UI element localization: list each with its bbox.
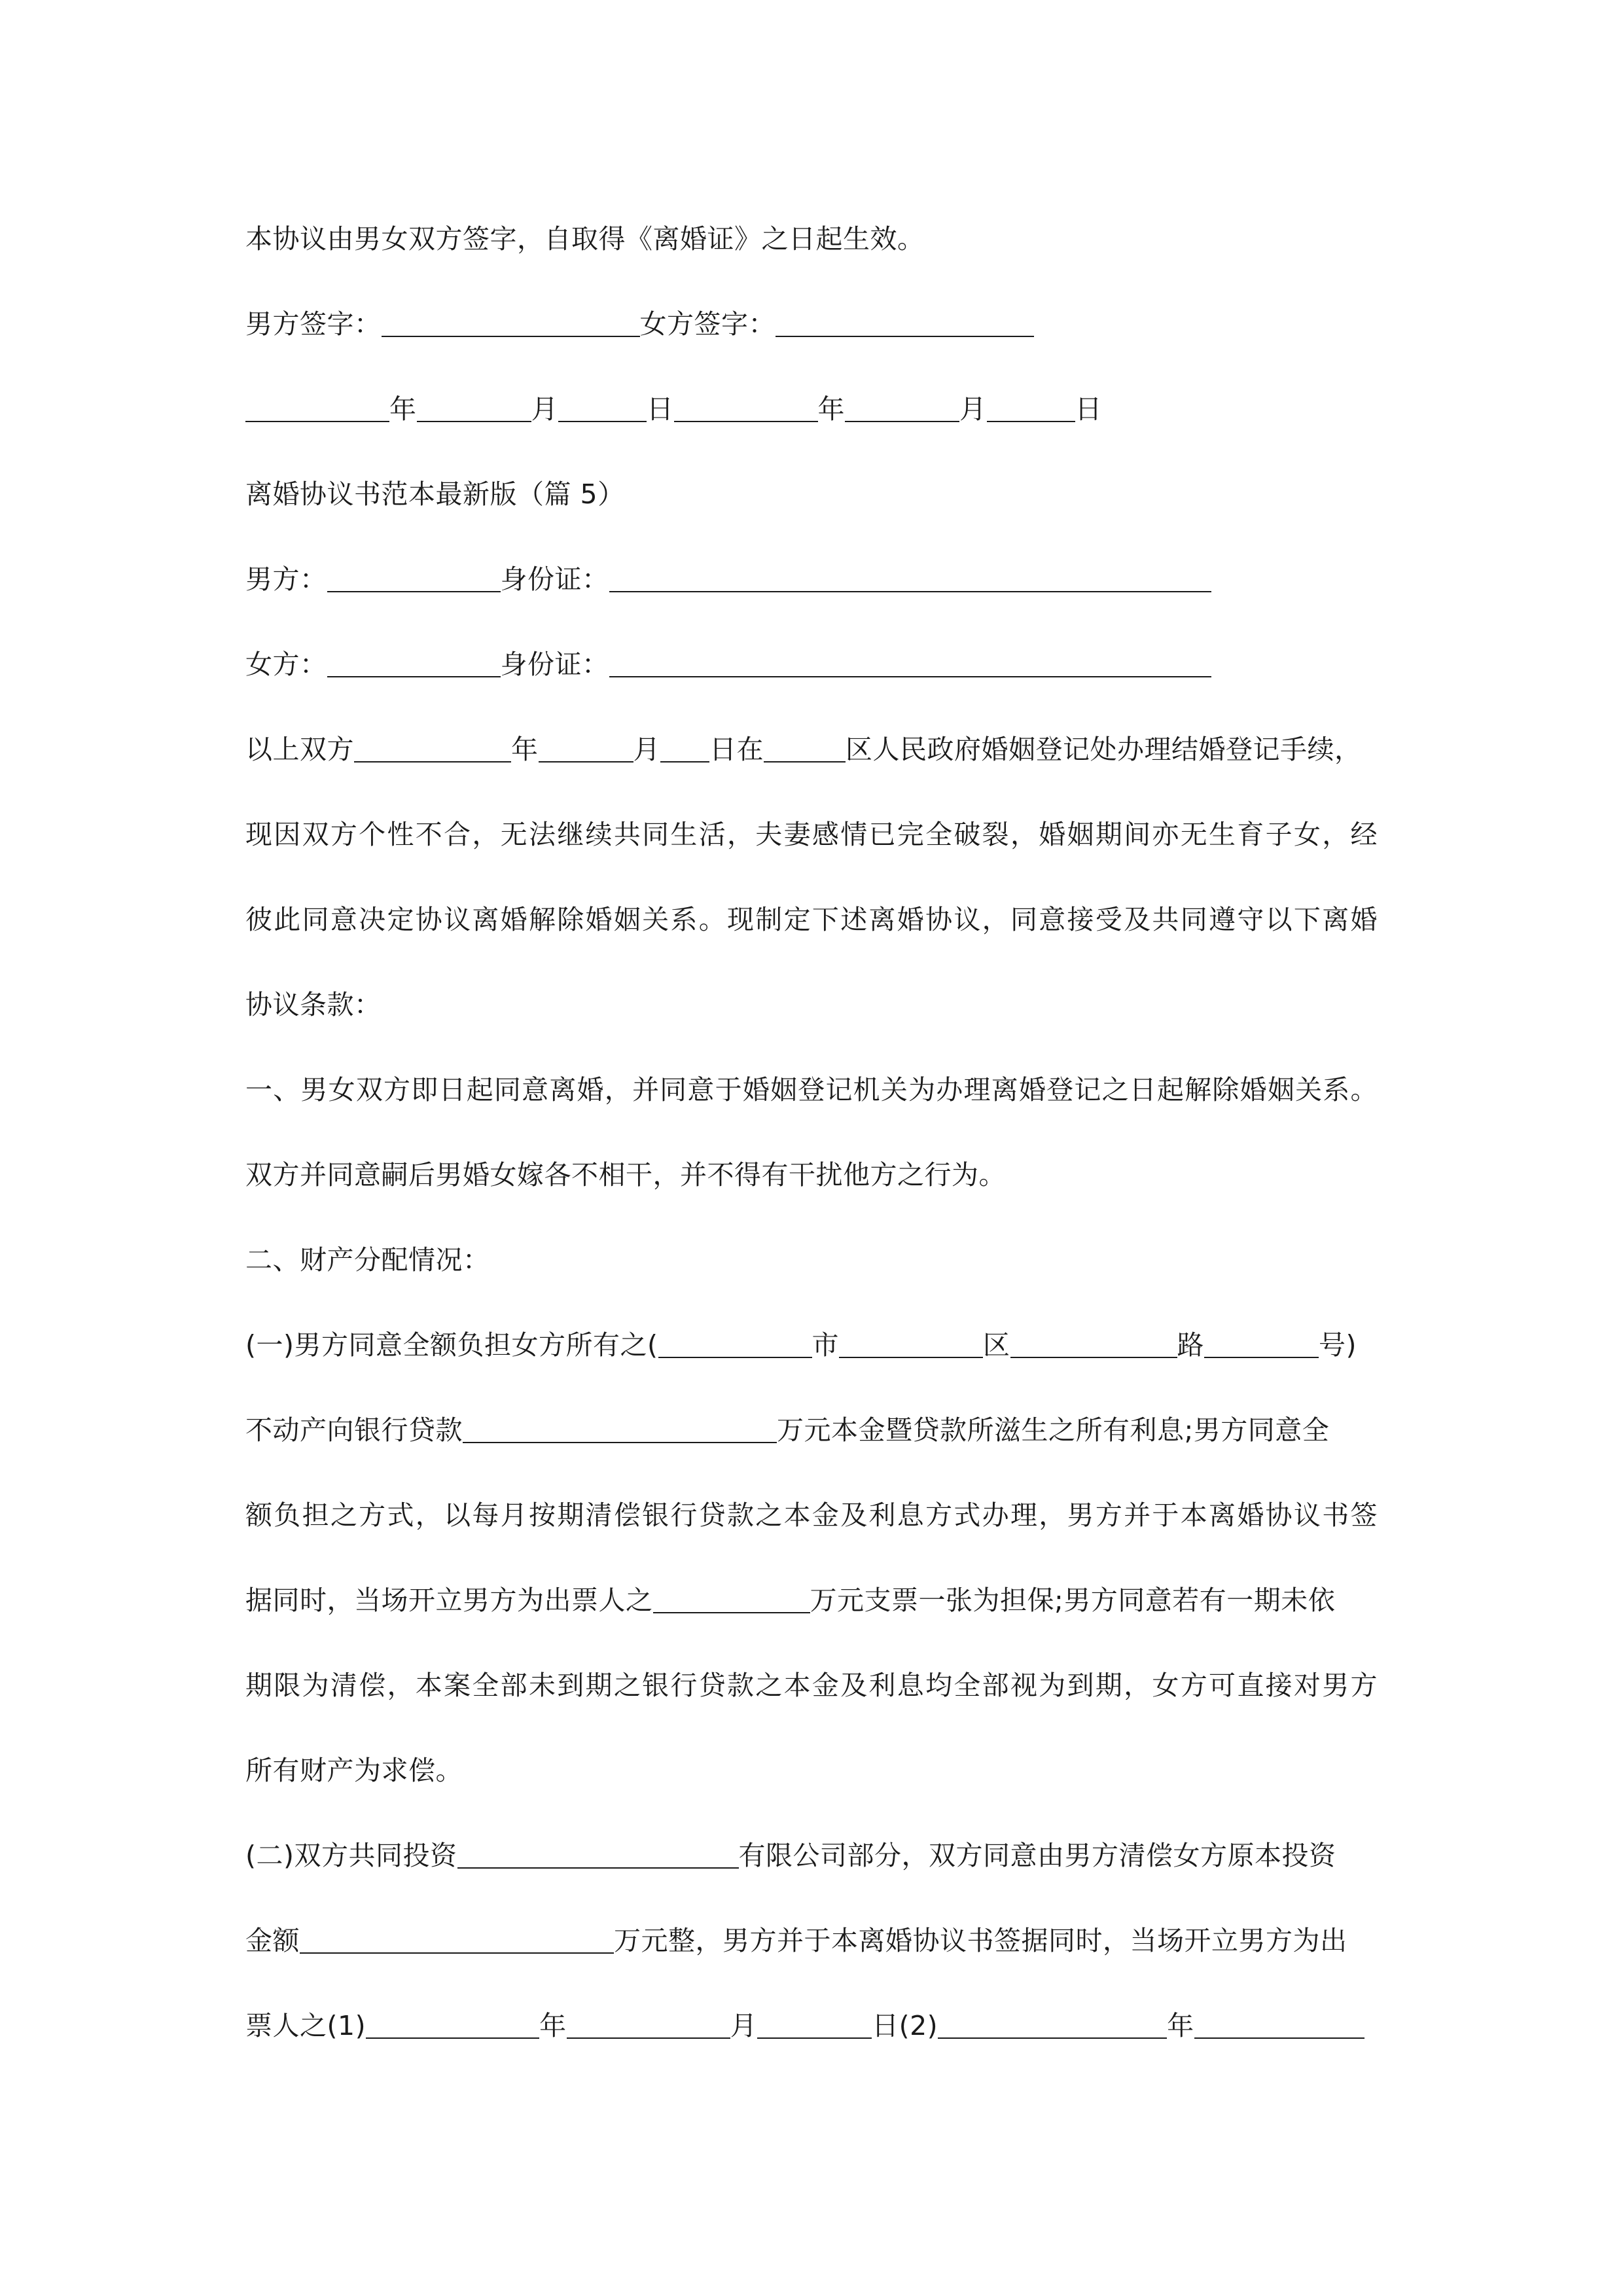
number-label: 号) [1319, 1329, 1357, 1361]
female-signature-label: 女方签字： [639, 308, 776, 340]
year-label: 年 [1167, 2010, 1194, 2041]
male-day-blank[interactable] [558, 387, 647, 422]
male-signature-blank[interactable] [382, 302, 640, 337]
marriage-day-blank[interactable] [660, 727, 709, 762]
marriage-district-blank[interactable] [764, 727, 846, 762]
check-suffix: 万元支票一张为担保;男方同意若有一期未依 [810, 1585, 1336, 1616]
female-id-blank[interactable] [609, 642, 1211, 677]
property-clause-one-line-4 [245, 1574, 1378, 1626]
female-name-blank[interactable] [327, 642, 501, 677]
year-label: 年 [511, 734, 539, 765]
divorce-reason-line-1: 现因双方个性不合，无法继续共同生活，夫妻感情已完全破裂，婚姻期间亦无生育子女，经 [245, 819, 1378, 850]
property-road-blank[interactable] [1010, 1323, 1177, 1358]
female-day-blank[interactable] [987, 387, 1075, 422]
property-clause-two-line-1 [245, 1829, 1378, 1882]
ticket-one-year-blank[interactable] [366, 2003, 539, 2039]
check-amount-blank[interactable] [653, 1578, 810, 1613]
id-card-label: 身份证： [500, 564, 609, 595]
female-signature-blank[interactable] [776, 302, 1034, 337]
effective-clause: 本协议由男女双方签字，自取得《离婚证》之日起生效。 [245, 223, 925, 255]
female-party-line [245, 638, 1378, 691]
male-party-line [245, 553, 1378, 605]
month-label: 月 [633, 734, 660, 765]
male-month-blank[interactable] [417, 387, 531, 422]
year-label: 年 [539, 2010, 567, 2041]
amount-prefix: 金额 [245, 1925, 300, 1956]
property-clause-two-line-2 [245, 1914, 1378, 1967]
road-label: 路 [1177, 1329, 1204, 1361]
property-city-blank[interactable] [658, 1323, 812, 1358]
property-clause-one-line-3: 额负担之方式，以每月按期清偿银行贷款之本金及利息方式办理，男方并于本离婚协议书签 [245, 1499, 1378, 1531]
property-number-blank[interactable] [1204, 1323, 1319, 1358]
ticket-prefix: 票人之(1) [245, 2010, 366, 2041]
month-label: 月 [730, 2010, 758, 2041]
signature-date-line [245, 383, 1378, 435]
loan-prefix: 不动产向银行贷款 [245, 1414, 463, 1446]
divorce-reason-line-3: 协议条款： [245, 989, 382, 1020]
id-card-label: 身份证： [500, 649, 609, 680]
male-signature-label: 男方签字： [245, 308, 382, 340]
male-label: 男方： [245, 564, 327, 595]
check-prefix: 据同时，当场开立男方为出票人之 [245, 1585, 653, 1616]
property-clause-one-line-2 [245, 1404, 1378, 1456]
company-name-blank[interactable] [457, 1833, 739, 1869]
property-heading: 二、财产分配情况： [245, 1244, 490, 1276]
clause-two-suffix: 有限公司部分，双方同意由男方清偿女方原本投资 [738, 1840, 1336, 1871]
city-label: 市 [812, 1329, 839, 1361]
investment-amount-blank[interactable] [300, 1918, 614, 1954]
female-month-blank[interactable] [845, 387, 959, 422]
district-label: 区 [983, 1329, 1010, 1361]
district-office-text: 区人民政府婚姻登记处办理结婚登记手续， [846, 734, 1362, 765]
amount-suffix: 万元整，男方并于本离婚协议书签据同时，当场开立男方为出 [614, 1925, 1347, 1956]
ticket-two-month-blank[interactable] [1194, 2003, 1364, 2039]
divorce-reason-line-2: 彼此同意决定协议离婚解除婚姻关系。现制定下述离婚协议，同意接受及共同遵守以下离婚 [245, 904, 1378, 935]
property-clause-one-line-5: 期限为清偿，本案全部未到期之银行贷款之本金及利息均全部视为到期，女方可直接对男方 [245, 1670, 1378, 1701]
day-label: 日 [647, 393, 674, 425]
clause-one-prefix: (一)男方同意全额负担女方所有之( [245, 1329, 658, 1361]
month-label: 月 [531, 393, 558, 425]
day-two-label: 日(2) [872, 2010, 938, 2041]
property-district-blank[interactable] [839, 1323, 983, 1358]
signature-line [245, 298, 1378, 350]
clause-two-prefix: (二)双方共同投资 [245, 1840, 457, 1871]
male-id-blank[interactable] [609, 557, 1211, 592]
property-clause-two-line-3 [245, 2000, 1378, 2052]
both-parties-label: 以上双方 [245, 734, 354, 765]
section-title: 离婚协议书范本最新版（篇 5） [245, 478, 625, 510]
loan-amount-blank[interactable] [463, 1408, 777, 1443]
marriage-month-blank[interactable] [539, 727, 633, 762]
marriage-year-blank[interactable] [354, 727, 511, 762]
clause-one-line-1: 一、男女双方即日起同意离婚，并同意于婚姻登记机关为办理离婚登记之日起解除婚姻关系。 [245, 1074, 1378, 1105]
year-label: 年 [389, 393, 417, 425]
clause-one-line-2: 双方并同意嗣后男婚女嫁各不相干，并不得有干扰他方之行为。 [245, 1159, 1006, 1191]
ticket-two-year-blank[interactable] [938, 2003, 1167, 2039]
marriage-registration-line [245, 723, 1378, 776]
female-year-blank[interactable] [674, 387, 818, 422]
property-clause-one-line-6: 所有财产为求偿。 [245, 1755, 463, 1786]
ticket-one-day-blank[interactable] [757, 2003, 872, 2039]
year-label: 年 [817, 393, 845, 425]
property-clause-one-line-1 [245, 1319, 1378, 1371]
male-year-blank[interactable] [245, 387, 389, 422]
female-label: 女方： [245, 649, 327, 680]
male-name-blank[interactable] [327, 557, 501, 592]
day-label: 日 [1075, 393, 1102, 425]
month-label: 月 [959, 393, 987, 425]
day-at-label: 日在 [709, 734, 764, 765]
loan-suffix: 万元本金暨贷款所滋生之所有利息;男方同意全 [777, 1414, 1330, 1446]
ticket-one-month-blank[interactable] [567, 2003, 730, 2039]
